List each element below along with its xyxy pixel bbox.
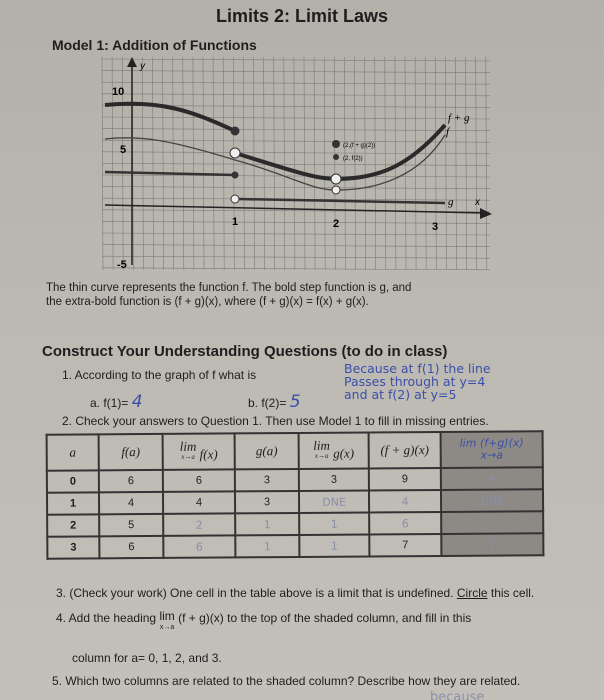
cell-limg[interactable]: 1 [299, 534, 369, 556]
f-plus-g-curve-right [235, 125, 445, 179]
note-line: Because at f(1) the line [344, 361, 491, 376]
y-axis-label: y [140, 61, 145, 72]
grid-line [355, 57, 356, 270]
grid-line [102, 59, 490, 61]
question-4-line2: column for a= 0, 1, 2, and 3. [72, 651, 222, 665]
q1a-answer[interactable]: 4 [131, 392, 143, 412]
x-axis-arrow-icon [480, 208, 492, 219]
cell-fg: 9 [369, 468, 441, 491]
grid-line [102, 187, 490, 189]
grid-line [476, 57, 477, 270]
cell-shaded[interactable]: DNE [441, 489, 543, 512]
open-dot [230, 148, 240, 158]
section-title: Construct Your Understanding Questions (to do in class) [42, 343, 448, 360]
cell-limf[interactable]: 6 [163, 535, 235, 558]
table-row [47, 533, 543, 558]
grid-line [456, 57, 457, 270]
grid-line [102, 129, 490, 131]
grid-line [183, 57, 184, 270]
grid-line [102, 245, 490, 247]
cell-ga: 3 [235, 469, 299, 491]
cell-limf[interactable]: 2 [163, 513, 235, 536]
cell-limg[interactable]: 1 [299, 512, 369, 534]
x-axis [105, 205, 485, 213]
cell-fg[interactable]: 6 [369, 512, 441, 535]
grid-line [102, 256, 490, 258]
point-f-at-2 [333, 154, 339, 160]
grid-line [102, 233, 490, 235]
g-curve-left [105, 172, 235, 175]
question-1a [90, 392, 143, 412]
question-4: 4. Add the heading lim x→a (f + g)(x) to the top of the shaded column, and fill in this [56, 609, 472, 631]
note-line: and at f(2) at y=5 [344, 387, 457, 402]
y-tick-10: 10 [112, 86, 125, 98]
grid-line [254, 57, 255, 270]
question-5: 5. Which two columns are related to the shaded column? Describe how they are related. [52, 674, 521, 688]
model-title: Model 1: Addition of Functions [52, 37, 257, 53]
question-3: 3. (Check your work) One cell in the table above is a limit that is undefined. Circle this cell. [56, 586, 535, 600]
grid-line [385, 57, 386, 270]
cell-ga: 3 [235, 491, 299, 513]
closed-dot [232, 172, 239, 179]
open-dot [331, 174, 341, 184]
handwritten-note [344, 362, 491, 401]
table-header-row [47, 431, 543, 470]
cell-limg[interactable]: DNE [299, 490, 369, 512]
f-label: f [446, 126, 450, 138]
x-axis-label: x [475, 197, 480, 208]
grid-line [233, 57, 234, 270]
cell-ga[interactable]: 1 [235, 513, 299, 535]
grid-line [425, 57, 426, 270]
y-tick-neg5: -5 [117, 259, 127, 271]
grid-line [284, 57, 285, 270]
y-axis-arrow-icon [127, 57, 137, 67]
grid-line [486, 57, 487, 270]
grid-line [102, 94, 490, 96]
grid-line [445, 57, 446, 270]
grid-line [435, 57, 436, 270]
cell-fg[interactable]: 4 [369, 490, 441, 513]
grid-line [102, 175, 490, 177]
grid-line [415, 57, 416, 270]
caption-line: the extra-bold function is (f + g)(x), where (f + g)(x) = f(x) + g(x). [46, 296, 369, 308]
cell-fa: 5 [99, 514, 163, 536]
cell-limf: 4 [163, 491, 235, 514]
grid-line [375, 57, 376, 270]
question-2: 2. Check your answers to Question 1. Then use Model 1 to fill in missing entries. [62, 414, 489, 428]
cell-a: 3 [47, 536, 99, 558]
header-lim-g: lim x→a g(x) [299, 432, 369, 468]
cell-fa: 6 [99, 470, 163, 492]
limits-table [46, 430, 545, 559]
grid-line [243, 57, 244, 270]
point-label: (2,(f + g)(2)) [343, 143, 376, 149]
open-dot [332, 186, 340, 194]
cell-a: 0 [47, 470, 99, 492]
grid-line [102, 268, 490, 270]
question-5-answer[interactable]: because [430, 690, 485, 700]
cell-fg: 7 [369, 534, 441, 557]
cell-shaded[interactable]: 9 [441, 467, 543, 490]
grid-line [193, 57, 194, 270]
g-label: g [448, 196, 454, 208]
point-label: (2, f(2)) [343, 156, 363, 162]
header-lim-f: lim x→a f(x) [163, 433, 235, 470]
header-a: a [47, 434, 99, 470]
cell-limf: 6 [163, 469, 235, 492]
grid-line [223, 57, 224, 270]
closed-dot [231, 127, 240, 136]
grid-line [466, 57, 467, 270]
x-tick-1: 1 [232, 216, 239, 228]
open-dot [231, 195, 239, 203]
grid-line [102, 71, 490, 73]
y-tick-5: 5 [120, 144, 127, 156]
question-1b [248, 392, 301, 412]
graph-caption [46, 281, 411, 309]
grid-line [405, 57, 406, 270]
grid-line [395, 57, 396, 270]
header-f-plus-g: (f + g)(x) [369, 432, 441, 469]
grid-line [294, 57, 295, 270]
cell-fa: 6 [99, 536, 163, 558]
grid-line [365, 57, 366, 270]
header-ga: g(a) [235, 433, 299, 469]
page-title: Limits 2: Limit Laws [215, 6, 389, 26]
f-plus-g-label: f + g [448, 112, 470, 124]
function-graph [100, 55, 500, 275]
grid-line [344, 57, 345, 270]
cell-shaded[interactable]: 7 [441, 533, 543, 556]
grid [102, 57, 490, 270]
point-f-plus-g-at-2 [332, 140, 340, 148]
question-1: 1. According to the graph of f what is [62, 368, 257, 382]
f-curve [105, 135, 445, 190]
x-tick-2: 2 [333, 218, 340, 230]
x-tick-3: 3 [432, 221, 439, 233]
grid-line [314, 57, 315, 270]
cell-a: 2 [47, 514, 99, 536]
q1a-label: a. f(1)= [90, 396, 129, 410]
grid-line [203, 57, 204, 270]
header-fa: f(a) [99, 434, 163, 470]
grid-line [213, 57, 214, 270]
grid-line [102, 82, 490, 84]
grid-line [102, 117, 490, 119]
cell-shaded[interactable] [441, 511, 543, 534]
header-shaded-lim[interactable]: lim (f+g)(x) x→a [441, 431, 543, 468]
cell-ga[interactable]: 1 [235, 535, 299, 557]
cell-fa: 4 [99, 492, 163, 514]
grid-line [334, 57, 335, 270]
grid-line [304, 57, 305, 270]
cell-a: 1 [47, 492, 99, 514]
note-line: Passes through at y=4 [344, 374, 486, 389]
caption-line: The thin curve represents the function f. The bold step function is g, and [46, 282, 412, 294]
grid-line [324, 57, 325, 270]
cell-limg: 3 [299, 468, 369, 490]
grid-line [102, 163, 490, 165]
q1b-answer[interactable]: 5 [289, 392, 301, 412]
q1b-label: b. f(2)= [248, 396, 287, 410]
